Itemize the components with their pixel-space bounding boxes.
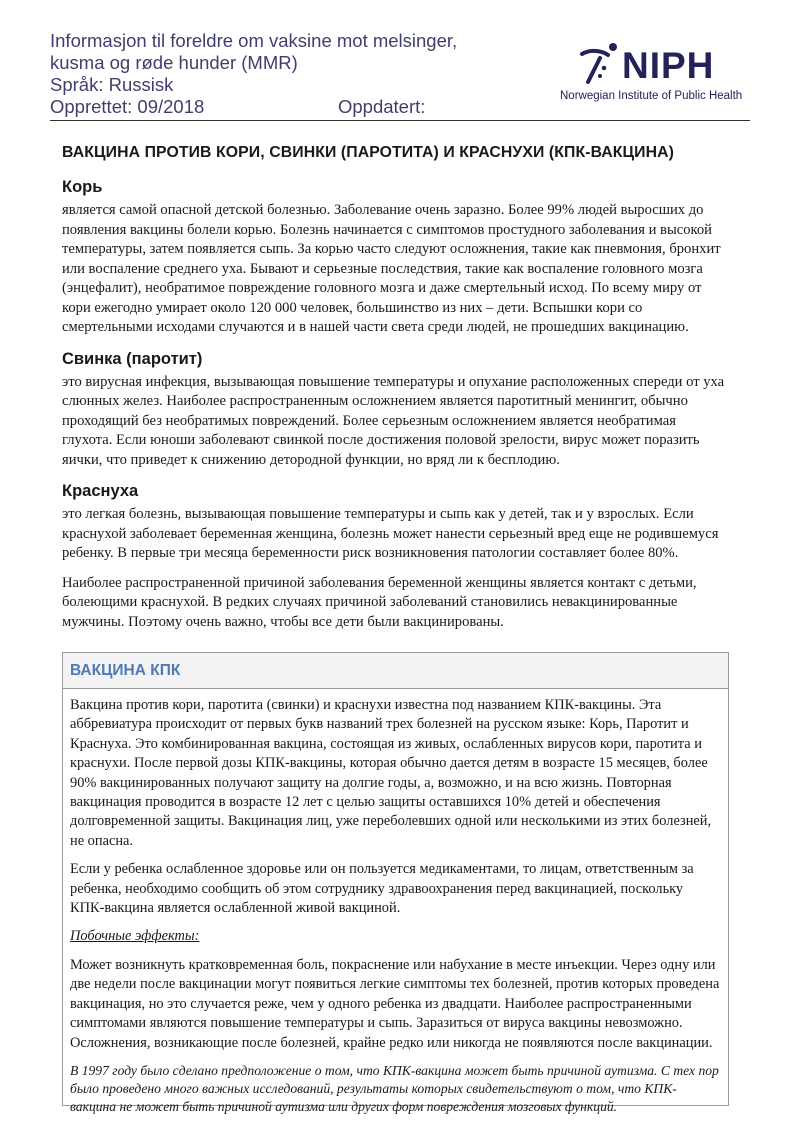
header-language: Språk: Russisk	[50, 74, 174, 95]
document-title: ВАКЦИНА ПРОТИВ КОРИ, СВИНКИ (ПАРОТИТА) И КРАСНУХИ (КПК-ВАКЦИНА)	[62, 144, 675, 161]
mmr-vaccine-box	[62, 652, 729, 1114]
niph-emblem-icon	[578, 42, 622, 86]
header-divider	[50, 120, 750, 121]
box-body	[63, 689, 728, 1116]
niph-logo	[560, 42, 755, 108]
section-text-rubella-2: Наиболее распространенной причиной заболевания беременной женщины является контакт с детьми, болеющими краснухой. В редких случаях причиной заболеваний становились невакцинированные мужчины. Поэтому очень важно, чтобы все дети были вакцинированы.	[62, 574, 697, 630]
box-paragraph-health: Если у ребенка ослабленное здоровье или он пользуется медикаментами, то лицам, ответственным за ребенка, необходимо сообщить об этом сотруднику здравоохранения перед вакцинацией, поскольку КПК-вакцина является ослабленной живой вакциной.	[70, 861, 694, 917]
box-title: ВАКЦИНА КПК	[70, 662, 181, 679]
header-created-date: Opprettet: 09/2018	[50, 96, 205, 117]
section-text-mumps: это вирусная инфекция, вызывающая повышение температуры и опухание расположенных спереди от уха слюнных желез. Наиболее распространенным осложнением является паротитный менингит, обычно проходящий без необратимых повреждений. Более серьезным осложнением является необратимая глухота. Если юноши заболевают свинкой после достижения половой зрелости, вирус может поразить яички, что приведет к снижению детородной функции, но вряд ли к бесплодию.	[62, 373, 725, 468]
section-heading-rubella: Краснуха	[62, 482, 139, 500]
section-text-measles: является самой опасной детской болезнью. Заболевание очень заразно. Более 99% людей выросших до появления вакцины болели корью. Болезнь начинается с симптомов простудного заболевания и высокой температуры, затем появляется сыпь. За корью часто следуют осложнения, такие как пневмония, бронхит или воспаление среднего уха. Бывают и серьезные последствия, такие как воспаление головного мозга (энцефалит), необратимое повреждение головного мозга и даже смертельный исход. По всему миру от кори ежегодно умирает около 120 000 человек, большинство из них – дети. Вспышки кори со смертельными исходами случаются и в нашей части света среди людей, не прошедших вакцинацию.	[62, 202, 721, 335]
box-header	[63, 653, 728, 689]
section-text-rubella-1: это легкая болезнь, вызывающая повышение температуры и сыпь как у детей, так и у взрослых. Если краснухой заболевает беременная женщина, болезнь может нанести серьезный вред еще не родившемуся ребенку. В первые три месяца беременности риск возникновения патологии составляет более 80%.	[62, 506, 719, 561]
section-heading-measles: Корь	[62, 178, 103, 196]
box-side-effects-heading: Побочные эффекты:	[70, 928, 200, 945]
header-updated-date: Oppdatert:	[338, 96, 426, 117]
box-paragraph-side-effects: Может возникнуть кратковременная боль, покраснение или набухание в месте инъекции. Через одну или две недели после вакцинации могут появиться легкие симптомы тех болезней, против которых проведена вакцинация, но это случается реже, чем у одного ребенка из двадцати. Наиболее распространенными симптомами являются повышение температуры и сыпь. Заразиться от вируса вакцины невозможно. Осложнения, возникающие после болезней, крайне редко или никогда не появляются после вакцинации.	[70, 956, 720, 1051]
box-autism-note: В 1997 году было сделано предположение о том, что КПК-вакцина может быть причиной аутизма. С тех пор было проведено много важных исследований, результаты которых свидетельствуют о том, что КПК-вакцина не может быть причиной аутизма или других форм повреждения мозговых функций.	[70, 1062, 719, 1114]
header-title-line-1: Informasjon til foreldre om vaksine mot melsinger,	[50, 30, 458, 51]
logo-wordmark: NIPH	[622, 45, 715, 86]
main-content	[62, 144, 728, 641]
logo-subtitle: Norwegian Institute of Public Health	[560, 90, 743, 102]
header-title-line-2: kusma og røde hunder (MMR)	[50, 52, 298, 73]
section-heading-mumps: Свинка (паротит)	[62, 349, 203, 368]
box-paragraph-intro: Вакцина против кори, паротита (свинки) и краснухи известна под названием КПК-вакцины. Эта аббревиатура происходит от первых букв названий трех болезней на русском языке: Корь, Паротит и Краснуха. Это комбинированная вакцина, состоящая из живых, ослабленных вирусов кори, паротита и краснухи. После первой дозы КПК-вакцины, которая обычно дается детям в возрасте 15 месяцев, более 90% вакцинированных получают защиту на долгие годы, а, возможно, и на всю жизнь. Повторная вакцинация проводится в возрасте 12 лет с целью защиты оставшихся 10% детей и обеспечения долговременной защиты. Вакцинация лиц, уже переболевших одной или несколькими из этих болезней, не опасна.	[70, 697, 712, 849]
